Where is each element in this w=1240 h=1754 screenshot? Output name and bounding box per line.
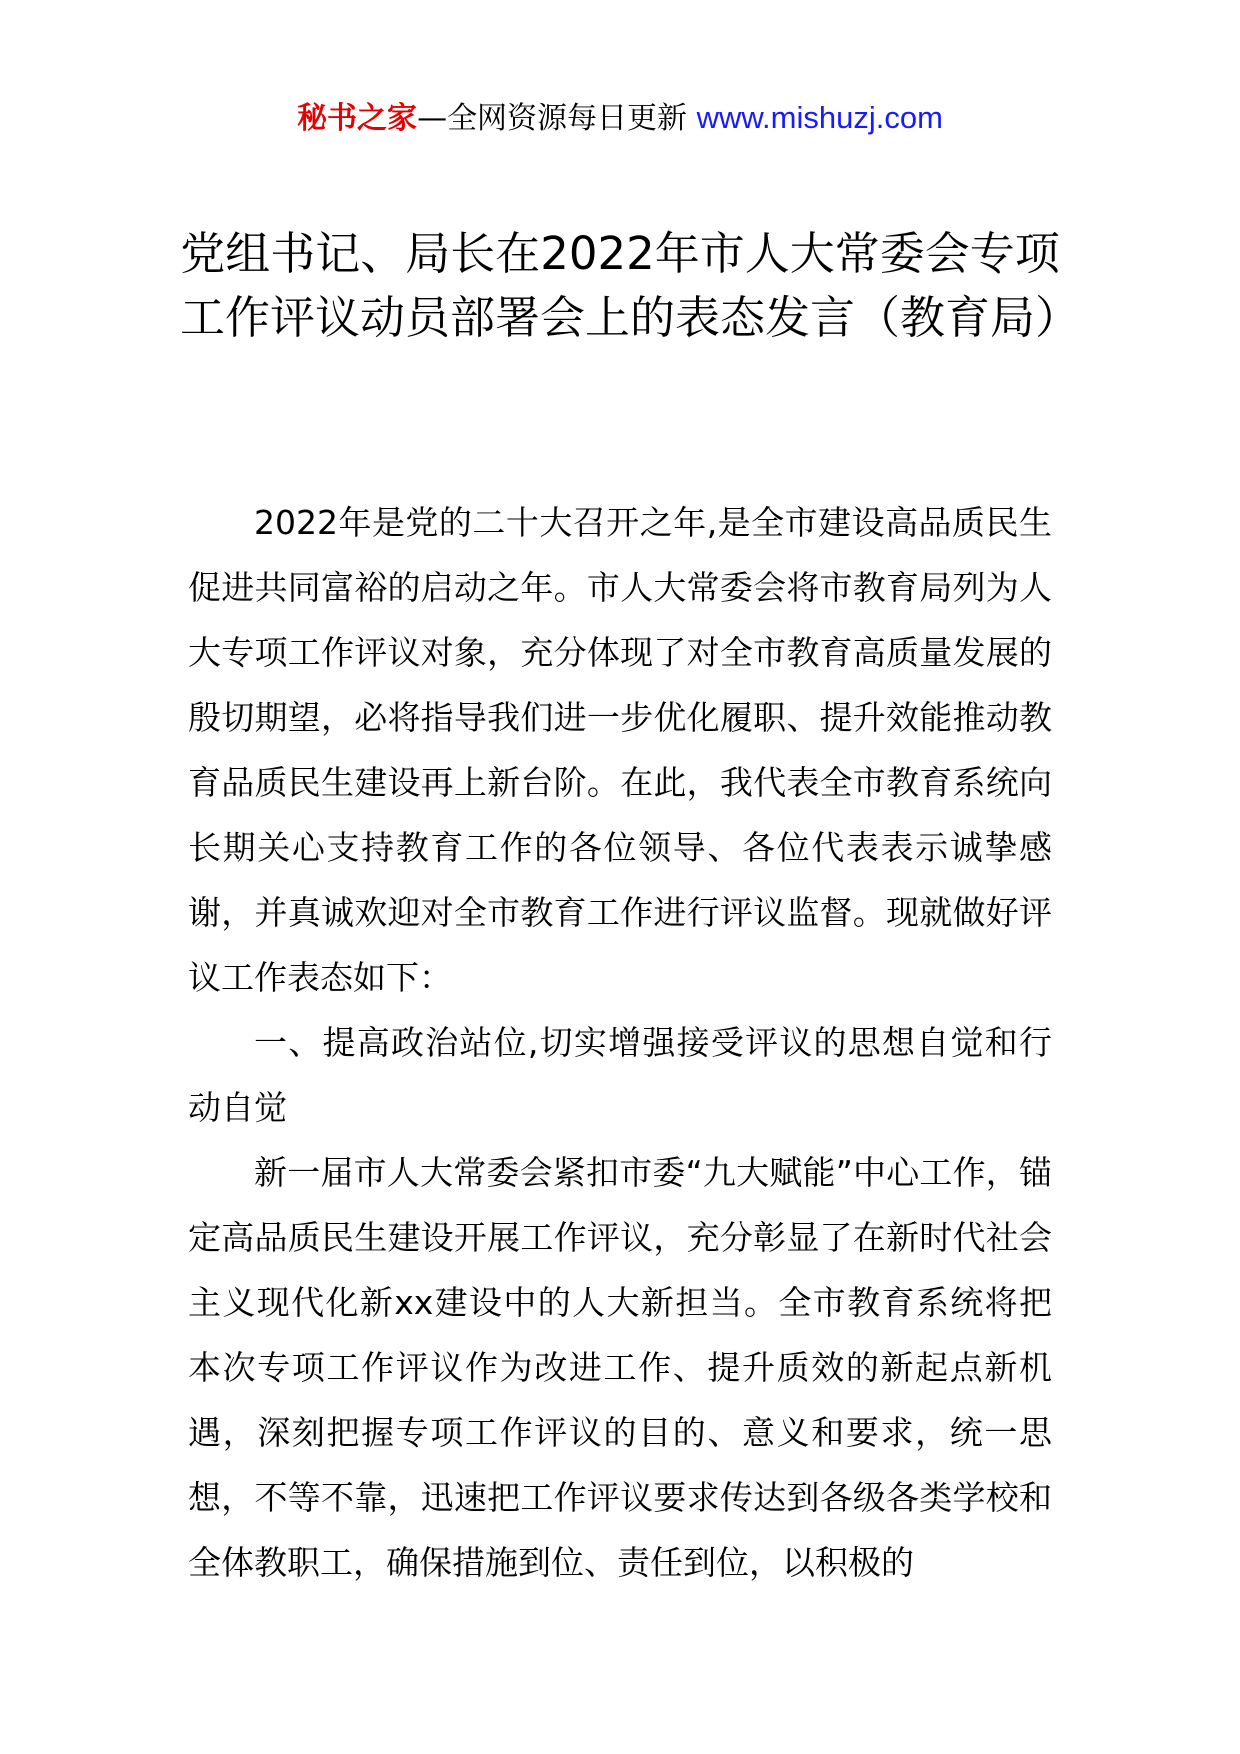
site-header — [0, 98, 1240, 139]
section-heading: 一、提高政治站位,切实增强接受评议的思想自觉和行动自觉 — [188, 1023, 1052, 1127]
site-url[interactable]: www.mishuzj.com — [696, 100, 943, 135]
header-tagline: —全网资源每日更新 — [417, 101, 697, 136]
brand-name: 秘书之家 — [297, 101, 418, 136]
section-paragraph: 新一届市人大常委会紧扣市委“九大赋能”中心工作，锚定高品质民生建设开展工作评议，充分彰显了在新时代社会主义现代化新xx建设中的人大新担当。全市教育系统将把本次专项工作评议作为改进工作、提升质效的新起点新机遇，深刻把握专项工作评议的目的、意义和要求，统一思想，不等不靠，迅速把工作评议要求传达到各级各类学校和全体教职工，确保措施到位、责任到位，以积极的 — [188, 1153, 1052, 1582]
document-title: 党组书记、局长在2022年市人大常委会专项工作评议动员部署会上的表态发言（教育局） — [180, 227, 1081, 344]
document-body — [188, 490, 1052, 1595]
intro-paragraph: 2022年是党的二十大召开之年,是全市建设高品质民生促进共同富裕的启动之年。市人大常委会将市教育局列为人大专项工作评议对象，充分体现了对全市教育高质量发展的殷切期望，必将指导我们进一步优化履职、提升效能推动教育品质民生建设再上新台阶。在此，我代表全市教育系统向长期关心支持教育工作的各位领导、各位代表表示诚挚感谢，并真诚欢迎对全市教育工作进行评议监督。现就做好评议工作表态如下： — [188, 503, 1052, 997]
